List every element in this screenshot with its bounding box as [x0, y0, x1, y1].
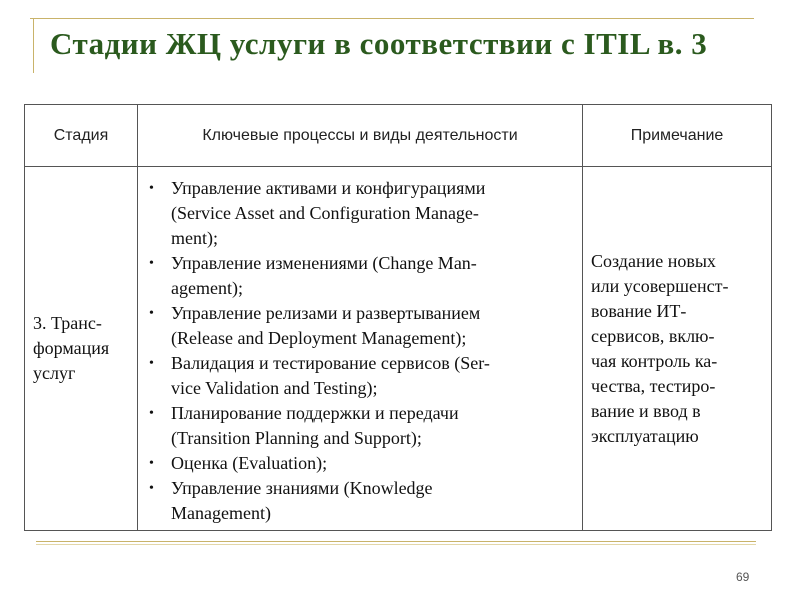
page-number: 69	[736, 570, 750, 584]
bullet-icon: •	[149, 255, 154, 271]
header-processes: Ключевые процессы и виды деятельности	[138, 105, 583, 167]
stage-text: 3. Транс- формация услуг	[33, 313, 110, 383]
bullet-icon: •	[149, 355, 154, 371]
process-text: Валидация и тестирование сервисов (Ser- vice Validation and Testing);	[171, 352, 490, 398]
top-decorative-line	[30, 18, 754, 19]
process-text: Управление релизами и развертыванием (Release and Deployment Management);	[171, 302, 481, 348]
processes-cell	[138, 167, 583, 531]
itil-stage-table	[24, 104, 772, 531]
process-text: Планирование поддержки и передачи (Transition Planning and Support);	[171, 402, 459, 448]
table-header-row	[25, 105, 772, 167]
process-text: Управление изменениями (Change Man- agement);	[171, 252, 477, 298]
list-item	[145, 176, 575, 251]
slide-title: Стадии ЖЦ услуги в соответствии с ITIL в. 3	[50, 26, 708, 61]
list-item	[145, 451, 575, 476]
list-item	[145, 351, 575, 401]
bullet-icon: •	[149, 455, 154, 471]
note-cell	[583, 167, 772, 531]
bottom-decorative-line-secondary	[36, 544, 756, 545]
stage-cell	[25, 167, 138, 531]
header-stage: Стадия	[25, 105, 138, 167]
bullet-icon: •	[149, 180, 154, 196]
process-text: Управление знаниями (Knowledge Management)	[171, 477, 433, 523]
note-text: Создание новых или усовершенст- вование ИТ- сервисов, вклю- чая контроль ка- чества, тестиро- вание и ввод в эксплуатацию	[591, 250, 729, 446]
process-text: Управление активами и конфигурациями (Service Asset and Configuration Manage- ment);	[171, 177, 486, 248]
left-decorative-line	[33, 18, 34, 73]
process-text: Оценка (Evaluation);	[171, 452, 328, 473]
list-item	[145, 301, 575, 351]
bullet-icon: •	[149, 480, 154, 496]
itil-stage-table-container	[24, 104, 762, 531]
bullet-icon: •	[149, 305, 154, 321]
processes-list	[139, 172, 581, 526]
bullet-icon: •	[149, 405, 154, 421]
list-item	[145, 251, 575, 301]
table-row	[25, 167, 772, 531]
header-note: Примечание	[583, 105, 772, 167]
bottom-decorative-line	[36, 541, 756, 542]
list-item	[145, 476, 575, 526]
list-item	[145, 401, 575, 451]
